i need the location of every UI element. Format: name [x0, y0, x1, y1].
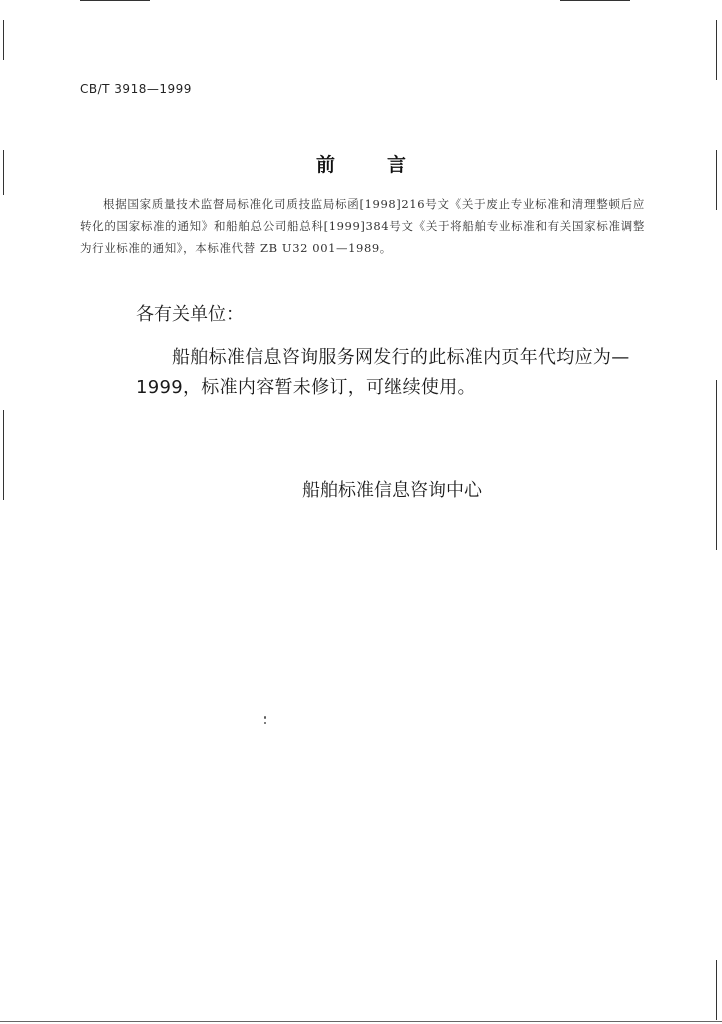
scan-edge-top-right [560, 0, 630, 1]
notice-signature: 船舶标准信息咨询中心 [302, 480, 482, 501]
page-title [0, 150, 722, 177]
notice-salutation: 各有关单位： [136, 304, 244, 325]
scan-edge-right-3 [716, 380, 717, 550]
standard-code: CB/T 3918—1999 [80, 82, 192, 96]
foreword-paragraph: 根据国家质量技术监督局标准化司质技监局标函[1998]216号文《关于废止专业标准和清理整顿后应转化的国家标准的通知》和船舶总公司船总科[1999]384号文《关于将船舶专业标准和有关国家标准调整为行业标准的通知》，本标准代替 ZB U32 001—1989。 [80, 197, 645, 255]
title-char-2: 言 [387, 154, 407, 176]
scan-edge-left-3 [3, 410, 4, 500]
title-char-1: 前 [315, 154, 335, 176]
scan-edge-left-1 [3, 20, 4, 60]
foreword-section [80, 193, 645, 259]
notice-body: 船舶标准信息咨询服务网发行的此标准内页年代均应为—1999，标准内容暂未修订，可继续使用。 [136, 347, 630, 398]
scan-edge-bottom [0, 1021, 722, 1022]
scan-edge-right-4 [716, 960, 717, 1020]
scan-edge-top-left [80, 0, 150, 1]
scan-speck [264, 716, 266, 719]
scan-edge-right-1 [716, 20, 717, 80]
scan-speck [264, 722, 266, 724]
